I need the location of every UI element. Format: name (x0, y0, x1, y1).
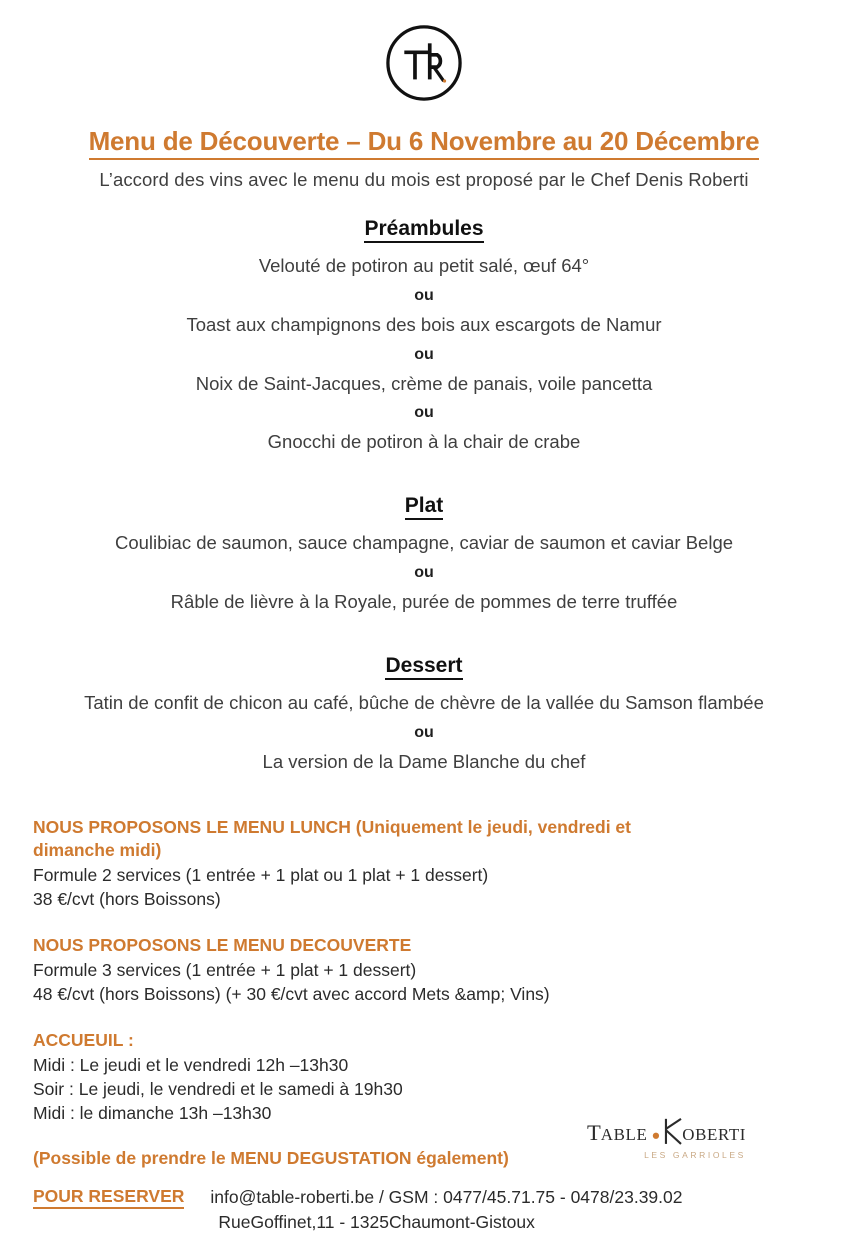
offer-line: Midi : Le jeudi et le vendredi 12h –13h30 (33, 1054, 818, 1078)
or-separator: ou (30, 401, 818, 425)
svg-text:T: T (587, 1120, 601, 1145)
dish-item: Tatin de confit de chicon au café, bûche de chèvre de la vallée du Samson flambée (30, 686, 818, 721)
dish-item: Noix de Saint-Jacques, crème de panais, voile pancetta (30, 367, 818, 402)
offer-line: Midi : le dimanche 13h –13h30 (33, 1102, 818, 1126)
dish-item: La version de la Dame Blanche du chef (30, 745, 818, 780)
or-separator: ou (30, 343, 818, 367)
or-separator: ou (30, 284, 818, 308)
dish-item: Toast aux champignons des bois aux escargots de Namur (30, 308, 818, 343)
offer-heading: ACCUEUIL : (33, 1029, 693, 1052)
footer-brand-tagline: LES GARRIOLES (576, 1150, 786, 1160)
dish-item: Velouté de potiron au petit salé, œuf 64° (30, 249, 818, 284)
section-dessert (30, 654, 818, 780)
tr-monogram-logo-icon (383, 22, 465, 104)
offer-line: 38 €/cvt (hors Boissons) (33, 888, 818, 912)
table-roberti-wordmark-icon (587, 1115, 775, 1149)
offers-container (30, 816, 818, 1234)
reservation-row (33, 1185, 818, 1234)
offer-heading: NOUS PROPOSONS LE MENU DECOUVERTE (33, 934, 693, 957)
section-plat (30, 494, 818, 620)
or-separator: ou (30, 561, 818, 585)
section-preambules (30, 217, 818, 460)
reservation-address: RueGoffinet,11 - 1325Chaumont-Gistoux (210, 1210, 682, 1234)
section-heading-plat: Plat (30, 494, 818, 518)
dish-item: Gnocchi de potiron à la chair de crabe (30, 425, 818, 460)
offer-heading: NOUS PROPOSONS LE MENU LUNCH (Uniquement le jeudi, vendredi et dimanche midi) (33, 816, 693, 862)
offer-line: 48 €/cvt (hors Boissons) (+ 30 €/cvt avec accord Mets &amp; Vins) (33, 983, 818, 1007)
offer-line: Formule 3 services (1 entrée + 1 plat + 1 dessert) (33, 959, 818, 983)
section-heading-preambules: Préambules (30, 217, 818, 241)
reservation-contact[interactable]: info@table-roberti.be / GSM : 0477/45.71.75 - 0478/23.39.02 (210, 1185, 682, 1210)
section-heading-dessert: Dessert (30, 654, 818, 678)
offer-block-decouverte (33, 934, 818, 1007)
page-title (30, 126, 818, 157)
svg-text:OBERTI: OBERTI (682, 1125, 746, 1144)
offer-line: Formule 2 services (1 entrée + 1 plat ou 1 plat + 1 dessert) (33, 864, 818, 888)
footer-brand-logo (576, 1115, 786, 1160)
dish-item: Coulibiac de saumon, sauce champagne, caviar de saumon et caviar Belge (30, 526, 818, 561)
offer-line: Soir : Le jeudi, le vendredi et le samedi à 19h30 (33, 1078, 818, 1102)
or-separator: ou (30, 721, 818, 745)
reservation-details (210, 1185, 682, 1234)
offer-block-lunch (33, 816, 818, 912)
reservation-label: POUR RESERVER (33, 1185, 184, 1207)
page-subtitle: L’accord des vins avec le menu du mois est proposé par le Chef Denis Roberti (30, 169, 818, 191)
offer-block-accueuil (33, 1029, 818, 1126)
page-title-text: Menu de Découverte – Du 6 Novembre au 20 Décembre (89, 126, 760, 160)
dish-item: Râble de lièvre à la Royale, purée de pommes de terre truffée (30, 585, 818, 620)
header-logo-container (30, 0, 818, 104)
svg-text:ABLE: ABLE (601, 1125, 648, 1144)
degustation-note: (Possible de prendre le MENU DEGUSTATION également) (33, 1148, 818, 1169)
